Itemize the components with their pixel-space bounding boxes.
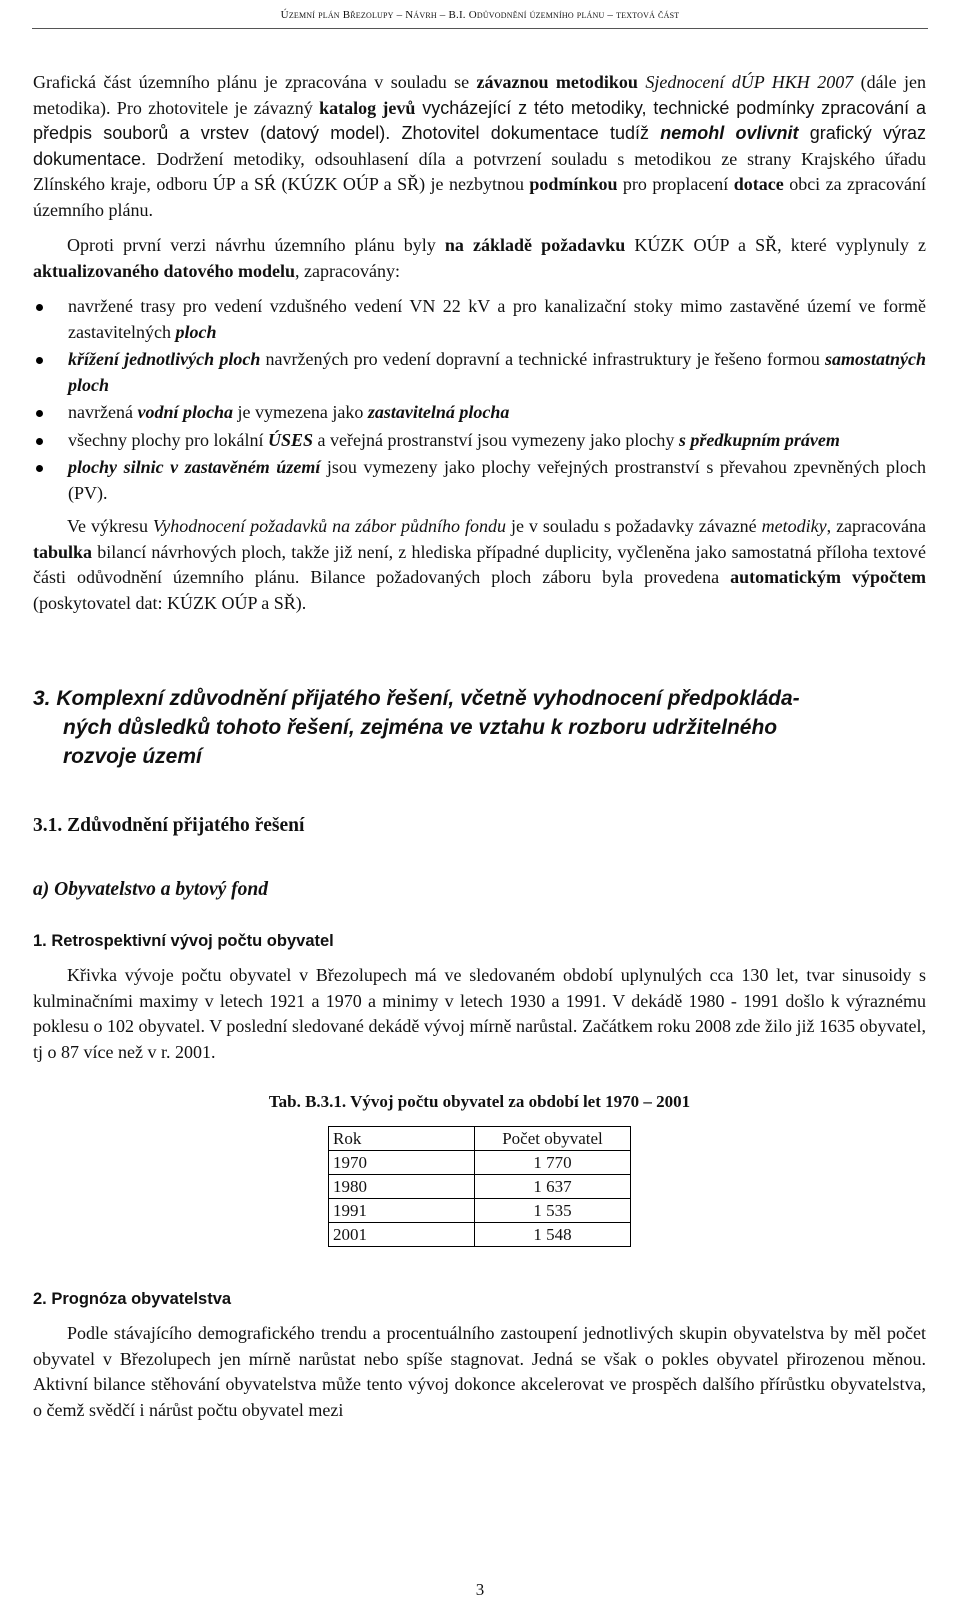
table-cell: 1 535	[475, 1199, 631, 1223]
text: bilancí návrhových ploch, takže již není, z hlediska případné duplicity, vyčleněna jako samostatná příloha textové části odůvodnění územního plánu. Bilance požadovaných ploch záboru byla provedena	[33, 541, 926, 587]
page-number: 3	[475, 1580, 485, 1599]
text: pro proplacení	[617, 174, 734, 194]
subsection-heading-3-1: 3.1. Zdůvodnění přijatého řešení	[33, 815, 305, 836]
heading-line: Komplexní zdůvodnění přijatého řešení, včetně vyhodnocení předpokláda-	[56, 687, 800, 710]
bold-text: automatickým výpočtem	[730, 567, 927, 587]
column-header: Počet obyvatel	[475, 1127, 631, 1151]
table-cell: 1970	[329, 1151, 475, 1175]
text: Ve výkresu	[67, 516, 153, 536]
text: Dodržení metodiky, odsouhlasení díla a potvrzení souladu s metodikou ze strany Krajského úřadu Zlínského kraje, odboru ÚP a SŔ (KÚZK OÚP a SŘ) je nezbytnou	[33, 148, 926, 194]
text: obci za zpracování územního plánu.	[33, 174, 926, 220]
header-rule	[32, 28, 928, 29]
bold-text: katalog jevů	[319, 97, 416, 118]
bold-italic-text: nemohl ovlivnit	[660, 123, 799, 143]
bullet-icon	[36, 438, 43, 445]
page-content	[33, 70, 926, 1423]
paragraph-retrospective: Křivka vývoje počtu obyvatel v Březolupech má ve sledovaném období uplynulých cca 130 let, tvar sinusoidy s kulminačními maximy v letech 1921 a 1970 a minimy v letech 1930 a 1991. V dekádě 1980 - 1991 došlo k výraznému poklesu o 102 obyvatel. V poslední sledované dekádě vývoj mírně narůstal. Začátkem roku 2008 zde žilo již 1635 obyvatel, tj o 87 více než v r. 2001.	[33, 965, 926, 1062]
bullet-icon	[36, 410, 43, 417]
text: Grafická část územního plánu je zpracována v souladu se	[33, 72, 477, 92]
heading-prognosis: 2. Prognóza obyvatelstva	[33, 1290, 232, 1308]
text: je v souladu s požadavky závazné	[506, 516, 762, 536]
paragraph-changes-intro	[33, 233, 926, 284]
italic-text: metodiky	[761, 516, 827, 536]
bold-italic-text: samostatných ploch	[68, 349, 926, 395]
heading-line: rozvoje území	[63, 745, 202, 768]
text: navržená	[68, 402, 138, 422]
bold-italic-text: ploch	[175, 321, 217, 342]
table-row	[329, 1151, 631, 1175]
bold-text: dotace	[733, 174, 784, 194]
bold-italic-text: ÚSES	[267, 429, 313, 450]
table-cell: 1 637	[475, 1175, 631, 1199]
text: všechny plochy pro lokální	[68, 429, 268, 450]
section-number: 3.	[33, 687, 51, 710]
changes-list	[33, 294, 926, 506]
text: vycházející z této metodiky, technické podmínky zpracování a předpis souborů a vrstev (datový model). Zhotovitel dokumentace tudíž	[33, 97, 926, 143]
table-header-row	[329, 1127, 631, 1151]
text: (dále jen metodika). Pro zhotovitele je závazný	[33, 72, 926, 118]
section-heading-3	[33, 684, 926, 771]
bold-italic-text: křížení jednotlivých ploch	[68, 349, 261, 369]
list-item	[33, 294, 926, 345]
table-row	[329, 1175, 631, 1199]
bold-text: na základě požadavku	[444, 235, 626, 255]
column-header: Rok	[329, 1127, 475, 1151]
bold-italic-text: s předkupním právem	[678, 429, 840, 450]
bold-text: aktualizovaného datového modelu	[33, 260, 296, 281]
list-item	[33, 347, 926, 398]
table-cell: 1980	[329, 1175, 475, 1199]
text: navržených pro vedení dopravní a technické infrastruktury je řešeno formou	[260, 349, 825, 369]
table-cell: 1 770	[475, 1151, 631, 1175]
text: je vymezena jako	[232, 402, 368, 422]
bold-text: tabulka	[33, 541, 93, 562]
bold-italic-text: plochy silnic v zastavěném území	[68, 457, 321, 477]
text: Oproti první verzi návrhu územního plánu byly	[67, 235, 445, 255]
subsection-heading-a: a) Obyvatelstvo a bytový fond	[33, 879, 269, 900]
table-caption: Tab. B.3.1. Vývoj počtu obyvatel za období let 1970 – 2001	[268, 1092, 691, 1111]
text: , zapracovány:	[295, 260, 400, 281]
table-cell: 1 548	[475, 1223, 631, 1247]
table-row	[329, 1223, 631, 1247]
bold-italic-text: vodní plocha	[137, 402, 233, 422]
bullet-icon	[36, 465, 43, 472]
table-cell: 2001	[329, 1223, 475, 1247]
text: KÚZK OÚP a SŘ, které vyplynuly z	[625, 235, 926, 255]
text: a veřejná prostranství jsou vymezeny jako plochy	[313, 429, 679, 450]
bullet-icon	[36, 357, 43, 364]
paragraph-zabor	[33, 514, 926, 616]
table-row	[329, 1199, 631, 1223]
italic-text: Vyhodnocení požadavků na zábor půdního fondu	[152, 516, 507, 536]
bold-italic-text: zastavitelná plocha	[367, 402, 510, 422]
heading-retrospective: 1. Retrospektivní vývoj počtu obyvatel	[33, 932, 334, 950]
text: (poskytovatel dat: KÚZK OÚP a SŘ).	[33, 592, 307, 613]
text: navržené trasy pro vedení vzdušného vedení VN 22 kV a pro kanalizační stoky mimo zastavěné území ve formě zastavitelných	[68, 296, 926, 342]
text: jsou vymezeny jako plochy veřejných prostranství s převahou zpevněných ploch (PV).	[68, 457, 926, 503]
list-item	[33, 455, 926, 506]
bold-text: podmínkou	[529, 174, 618, 194]
population-table	[328, 1126, 631, 1247]
paragraph-metodika	[33, 70, 926, 223]
italic-text: Sjednocení dÚP HKH 2007	[645, 72, 854, 92]
text: , zapracována	[826, 516, 926, 536]
bullet-icon	[36, 304, 43, 311]
bold-text: závaznou metodikou	[476, 72, 638, 92]
list-item	[33, 400, 926, 426]
running-header: Územní plán Březolupy – Návrh – B.I. Odůvodnění územního plánu – textová část	[280, 9, 680, 21]
table-cell: 1991	[329, 1199, 475, 1223]
paragraph-prognosis: Podle stávajícího demografického trendu a procentuálního zastoupení jednotlivých skupin obyvatelstva by měl počet obyvatel v Březolupech jen mírně narůstat nebo spíše stagnovat. Jedná se však o pokles obyvatel přirozenou měnou. Aktivní bilance stěhování obyvatelstva může tento vývoj dokonce akcelerovat ve prospěch dalšího přírůstku obyvatelstva, o čemž svědčí i nárůst počtu obyvatel mezi	[33, 1323, 926, 1420]
heading-line: ných důsledků tohoto řešení, zejména ve vztahu k rozboru udržitelného	[63, 716, 778, 739]
text: grafický výraz dokumentace.	[33, 123, 926, 169]
list-item	[33, 428, 926, 454]
